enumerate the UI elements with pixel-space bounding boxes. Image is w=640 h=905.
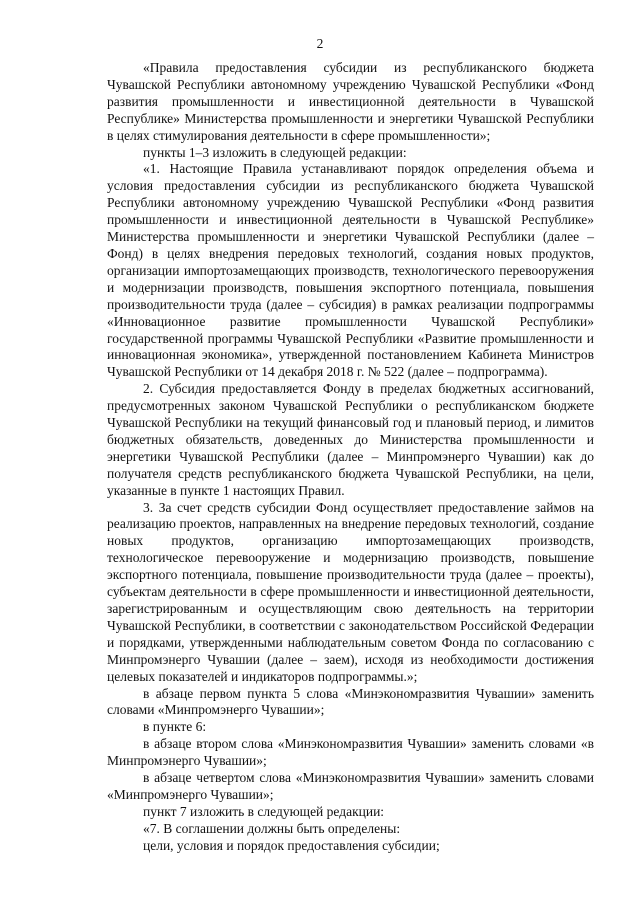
paragraph-item-7-goals: цели, условия и порядок предоставления субсидии; (143, 837, 440, 853)
paragraph-item-7: «7. В соглашении должны быть определены: (143, 820, 401, 836)
paragraph-item-6-intro: в пункте 6: (143, 719, 207, 735)
paragraph-rules-title: «Правила предоставления субсидии из республиканского бюджета Чувашской Республики автономному учреждению Чувашской Республики «Фонд развития промышленности и инвестиционной деятельности в Чувашской Республике» Министерства промышленности и энергетики Чувашской Республики в целях стимулирования деятельности в сфере промышленности»; (107, 60, 594, 143)
paragraph-item-5-amendment: в абзаце первом пункта 5 слова «Минэкономразвития Чувашии» заменить словами «Минпромэнерго Чувашии»; (107, 685, 594, 718)
paragraph-item-6-fourth-abzac: в абзаце четвертом слова «Минэкономразвития Чувашии» заменить словами «Минпромэнерго Чувашии»; (107, 770, 594, 802)
paragraph-item-3: 3. За счет средств субсидии Фонд осуществляет предоставление займов на реализацию проектов, направленных на внедрение передовых технологий, создание новых продуктов, организацию импортозамещающих производств, технологическое перевооружение и модернизацию производств, повышение экспортного потенциала, повышение производительности труда (далее – проекты), субъектам деятельности в сфере промышленности и инвестиционной деятельности, зарегистрированным и осуществляющим свою деятельность на территории Чувашской Республики, в соответствии с законодательством Российской Федерации и порядками, утвержденными наблюдательным советом Фонда по согласованию с Минпромэнерго Чувашии (далее – заем), исходя из необходимости достижения целевых показателей и индикаторов подпрограммы.»; (107, 499, 594, 684)
paragraph-item-2: 2. Субсидия предоставляется Фонду в пределах бюджетных ассигнований, предусмотренных законом Чувашской Республики о республиканском бюджете Чувашской Республики на текущий финансовый год и плановый период, и лимитов бюджетных обязательств, доведенных до Министерства промышленности и энергетики Чувашской Республики (далее – Минпромэнерго Чувашии) как до получателя средств республиканского бюджета Чувашской Республики, на цели, указанные в пункте 1 настоящих Правил. (107, 381, 594, 498)
paragraph-item-1: «1. Настоящие Правила устанавливают порядок определения объема и условия предоставления субсидии из республиканского бюджета Чувашской Республики автономному учреждению Чувашской Республики «Фонд развития промышленности и инвестиционной деятельности в Чувашской Республике» Министерства промышленности и энергетики Чувашской Республики (далее – Фонд) в целях внедрения передовых технологий, создания новых продуктов, организации импортозамещающих производств, технологического перевооружения и модернизации производств, повышения экспортного потенциала, повышения производительности труда (далее – субсидия) в рамках реализации подпрограммы «Инновационное развитие промышленности Чувашской Республики» государственной программы Чувашской Республики «Развитие промышленности и инновационная экономика», утвержденной постановлением Кабинета Министров Чувашской Республики от 14 декабря 2018 г. № 522 (далее – подпрограмма). (107, 161, 594, 380)
paragraph-item-6-second-abzac: в абзаце втором слова «Минэкономразвития Чувашии» заменить словами «в Минпромэнерго Чувашии»; (107, 736, 594, 769)
document-body (107, 60, 594, 855)
paragraph-item-7-intro: пункт 7 изложить в следующей редакции: (143, 803, 385, 819)
paragraph-items-1-3-intro: пункты 1–3 изложить в следующей редакции: (143, 144, 407, 160)
page-number: 2 (316, 36, 324, 51)
